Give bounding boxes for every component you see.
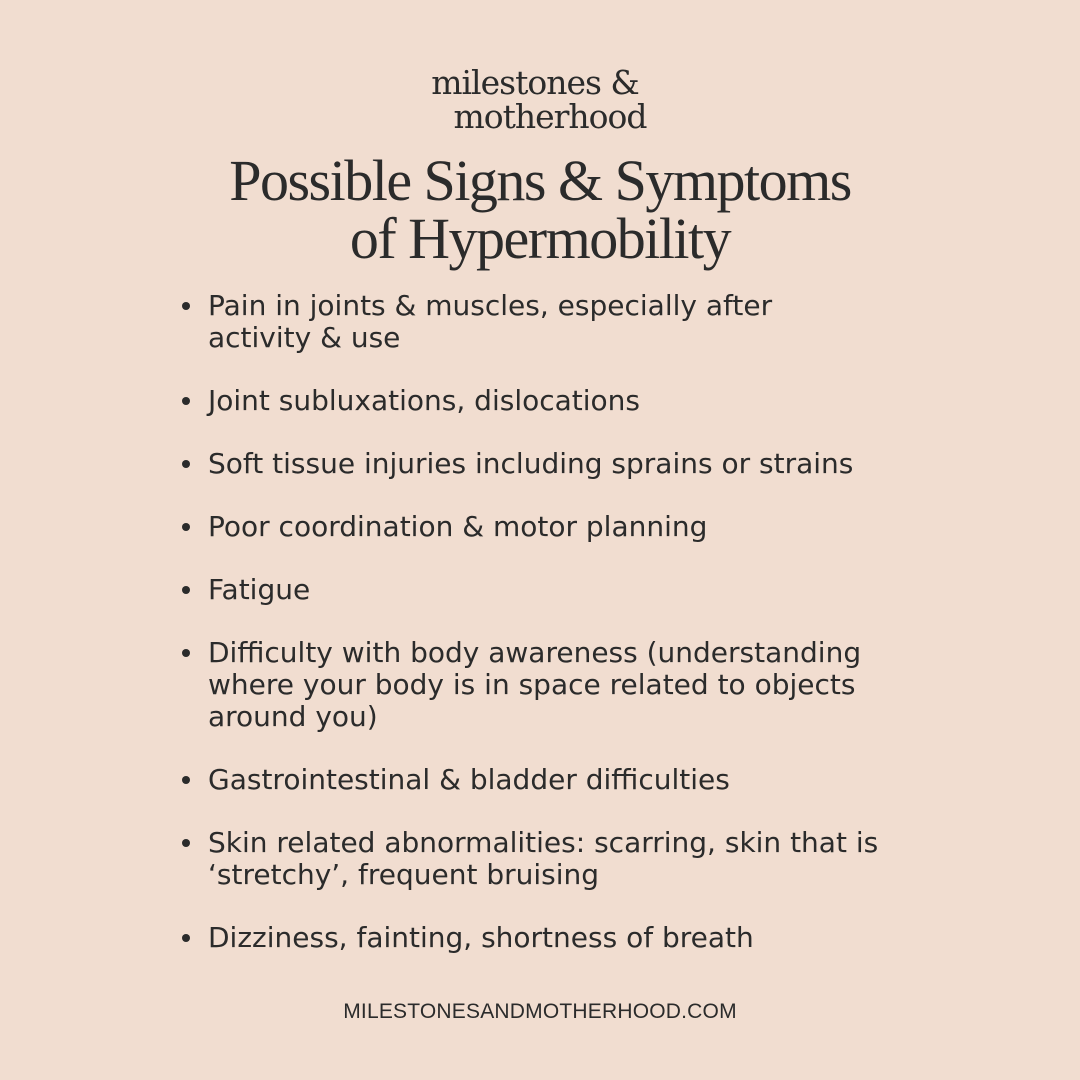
list-item [180, 764, 920, 796]
brand-logo-line1: milestones & [431, 63, 639, 102]
symptom-text: Poor coordination & motor planning [208, 510, 708, 543]
symptom-text: Dizziness, fainting, shortness of breath [208, 921, 754, 954]
symptom-text: Skin related abnormalities: scarring, skin that is ‘stretchy’, frequent bruising [208, 826, 879, 891]
list-item [180, 448, 920, 480]
brand-logo [0, 63, 1080, 136]
list-item [180, 290, 920, 354]
symptom-text: Difficulty with body awareness (understanding where your body is in space related to objects around you) [208, 636, 862, 733]
symptom-list [180, 290, 920, 985]
bullet-icon [182, 523, 190, 531]
bullet-icon [182, 934, 190, 942]
page-title-line2: of Hypermobility [349, 206, 731, 271]
list-item [180, 827, 920, 891]
page-title-line1: Possible Signs & Symptoms [229, 148, 851, 213]
symptom-text: Gastrointestinal & bladder difficulties [208, 763, 730, 796]
bullet-icon [182, 586, 190, 594]
bullet-icon [182, 302, 190, 310]
symptom-text: Fatigue [208, 573, 311, 606]
website-url: MILESTONESANDMOTHERHOOD.COM [343, 1000, 737, 1023]
list-item [180, 385, 920, 417]
list-item [180, 574, 920, 606]
bullet-icon [182, 839, 190, 847]
page-title [0, 148, 1080, 271]
symptom-text: Pain in joints & muscles, especially after activity & use [208, 289, 773, 354]
bullet-icon [182, 397, 190, 405]
bullet-icon [182, 649, 190, 657]
symptom-text: Joint subluxations, dislocations [208, 384, 641, 417]
bullet-icon [182, 460, 190, 468]
list-item [180, 637, 920, 733]
brand-logo-line2: motherhood [453, 97, 647, 136]
list-item [180, 511, 920, 543]
list-item [180, 922, 920, 954]
bullet-icon [182, 776, 190, 784]
symptom-text: Soft tissue injuries including sprains or strains [208, 447, 854, 480]
